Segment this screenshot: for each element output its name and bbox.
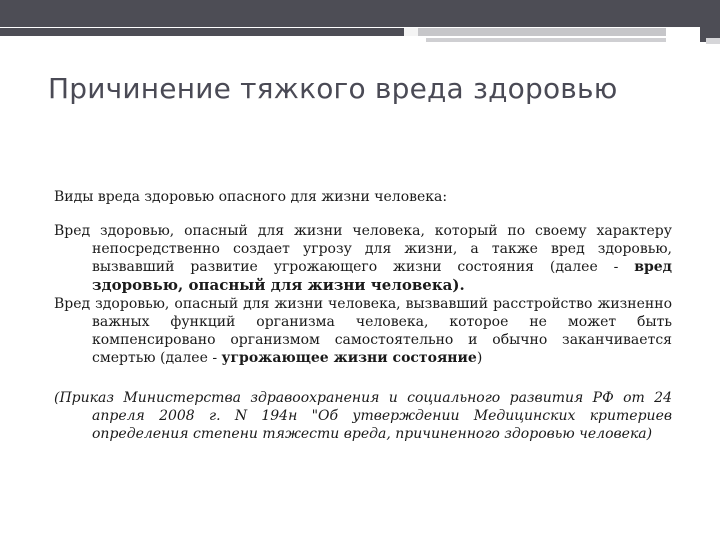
slide-content <box>54 188 672 443</box>
paragraph-2-text: Вред здоровью, опасный для жизни человека, вызвавший расстройство жизненно важных функций организма человека, которое не может быть компенсировано организмом самостоятельно и обычно заканчивается смертью (далее - <box>54 296 672 366</box>
paragraph-1-bold-end: здоровью, опасный для жизни человека). <box>92 276 465 294</box>
paragraph-1-bold-start: вред <box>634 259 672 275</box>
paragraph-2-end: ) <box>476 350 483 366</box>
top-gray-bar <box>418 28 666 36</box>
paragraph-1-text: Вред здоровью, опасный для жизни человека, который по своему характеру непосредственно создает угрозу для жизни, а также вред здоровью, вызвавший развитие угрожающего жизни состояния (далее - <box>54 223 672 275</box>
top-right-block <box>700 0 720 42</box>
intro-text: Виды вреда здоровью опасного для жизни человека: <box>54 189 448 205</box>
slide-title: Причинение тяжкого вреда здоровью <box>48 72 618 105</box>
top-dark-bar <box>0 0 720 27</box>
paragraph-1 <box>54 222 672 295</box>
reference-text: (Приказ Министерства здравоохранения и социального развития РФ от 24 апреля 2008 г. N 194н "Об утверждении Медицинских критериев определения степени тяжести вреда, причиненного здоровью человека) <box>54 390 672 442</box>
paragraph-2-bold: угрожающее жизни состояние <box>221 350 477 366</box>
top-thin-dark-bar <box>0 28 404 36</box>
top-thin-light-bar <box>404 28 418 36</box>
top-gray-line <box>426 38 666 42</box>
paragraph-2 <box>54 295 672 367</box>
top-right-light-block <box>706 38 720 44</box>
